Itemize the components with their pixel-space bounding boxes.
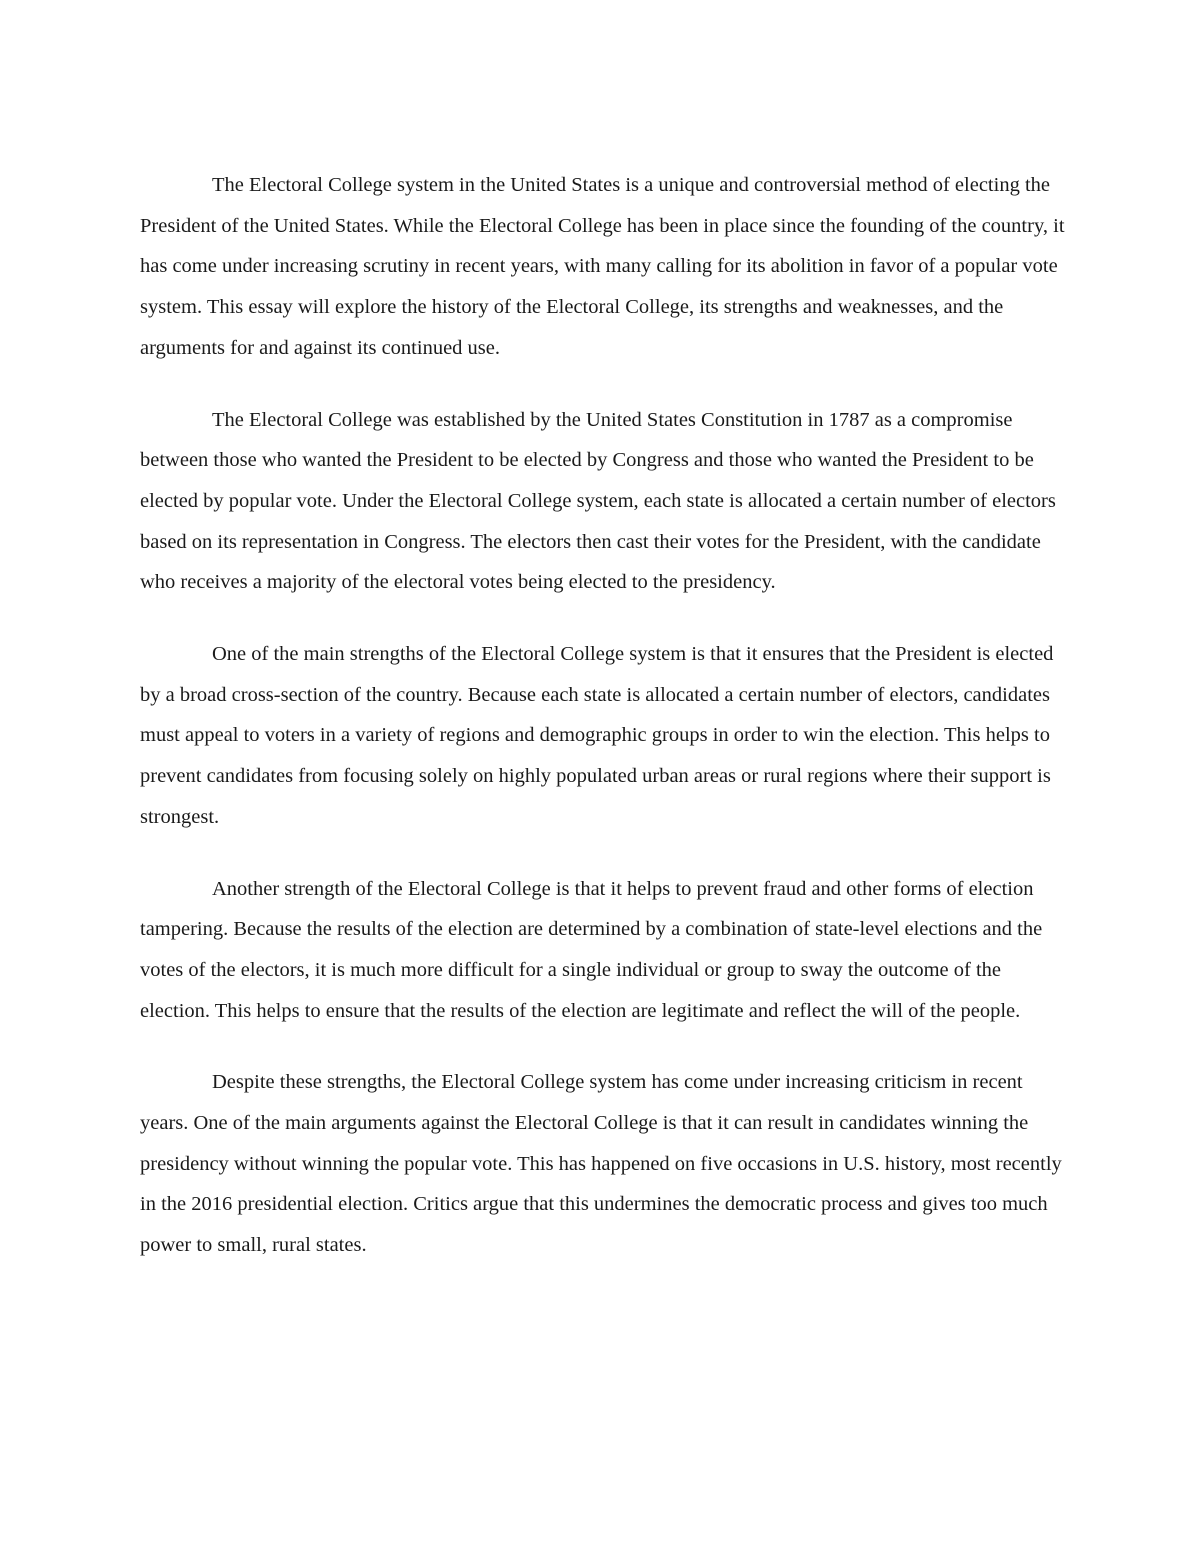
essay-paragraph-1: The Electoral College system in the United States is a unique and controversial method of electing the President of the United States. While the Electoral College has been in place since the founding of the country, it has come under increasing scrutiny in recent years, with many calling for its abolition in favor of a popular vote system. This essay will explore the history of the Electoral College, its strengths and weaknesses, and the arguments for and against its continued use. xyxy=(140,174,1065,359)
essay-paragraph-4: Another strength of the Electoral College is that it helps to prevent fraud and other forms of election tampering. Because the results of the election are determined by a combination of state-level elections and the votes of the electors, it is much more difficult for a single individual or group to sway the outcome of the election. This helps to ensure that the results of the election are legitimate and reflect the will of the people. xyxy=(140,877,1043,1022)
essay-paragraph-3: One of the main strengths of the Electoral College system is that it ensures that the President is elected by a broad cross-section of the country. Because each state is allocated a certain number of electors, candidates must appeal to voters in a variety of regions and demographic groups in order to win the election. This helps to prevent candidates from focusing solely on highly populated urban areas or rural regions where their support is strongest. xyxy=(140,643,1054,828)
essay-paragraph-5: Despite these strengths, the Electoral College system has come under increasing criticism in recent years. One of the main arguments against the Electoral College is that it can result in candidates winning the presidency without winning the popular vote. This has happened on five occasions in U.S. history, most recently in the 2016 presidential election. Critics argue that this undermines the democratic process and gives too much power to small, rural states. xyxy=(140,1071,1062,1257)
essay-paragraph-2: The Electoral College was established by the United States Constitution in 1787 as a compromise between those who wanted the President to be elected by Congress and those who wanted the President to be elected by popular vote. Under the Electoral College system, each state is allocated a certain number of electors based on its representation in Congress. The electors then cast their votes for the President, with the candidate who receives a majority of the electoral votes being elected to the presidency. xyxy=(140,408,1056,594)
essay-body xyxy=(140,165,1065,1266)
